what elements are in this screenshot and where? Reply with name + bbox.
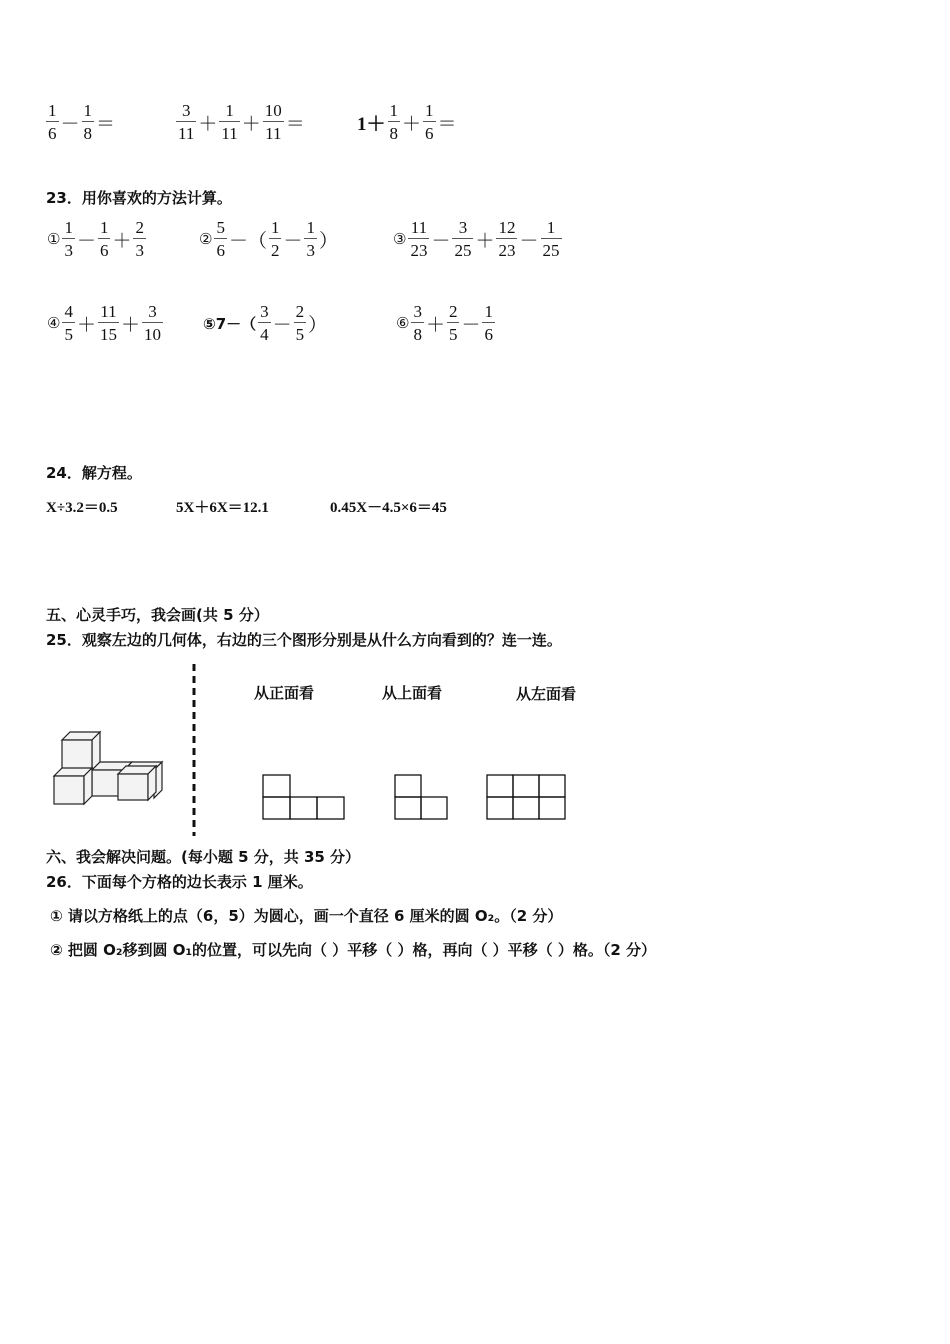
grid-cell — [513, 797, 539, 819]
q23-item-2: ② $\frac{5}{6}$ －（ $\frac{1}{2}$ － $\frac{1}{3}$ ） — [199, 218, 338, 260]
fraction: $\frac{1}{11}$ — [221, 101, 238, 143]
grid-cell — [263, 797, 290, 819]
cube-face — [62, 740, 92, 770]
q23-title: 23．用你喜欢的方法计算。 — [46, 189, 232, 207]
fraction: $\frac{11}{23}$ — [410, 218, 428, 260]
q26-prompt: 26．下面每个方格的边长表示 1 厘米。 — [46, 873, 313, 891]
q23-item-5: ⑤7－（ $\frac{3}{4}$ － $\frac{2}{5}$ ） — [203, 302, 328, 344]
fraction: $\frac{3}{4}$ — [260, 302, 269, 344]
fraction: $\frac{1}{6}$ — [484, 302, 493, 344]
grid-cell — [513, 775, 539, 797]
q26-part-1: ① 请以方格纸上的点（6，5）为圆心，画一个直径 6 厘米的圆 O₂。（2 分） — [50, 907, 563, 925]
view-shape-a — [262, 774, 346, 822]
fraction: $\frac{3}{8}$ — [413, 302, 422, 344]
grid-cell — [317, 797, 344, 819]
fraction: $\frac{10}{11}$ — [264, 101, 282, 143]
fraction: $\frac{1}{3}$ — [64, 218, 73, 260]
fraction: $\frac{1}{2}$ — [270, 218, 280, 260]
fraction: $\frac{2}{3}$ — [135, 218, 144, 260]
fraction: $\frac{4}{5}$ — [64, 302, 73, 344]
fraction: $\frac{1}{3}$ — [306, 218, 315, 260]
q23-item-3: ③ $\frac{11}{23}$ － $\frac{3}{25}$ ＋ $\frac{12}{23}$ － $\frac{1}{25}$ — [393, 218, 560, 260]
fraction: $\frac{3}{25}$ — [454, 218, 472, 260]
fraction: $\frac{1}{8}$ — [83, 101, 93, 143]
q24-title: 24．解方程。 — [46, 464, 142, 482]
equation-3: 0.45X－4.5×6＝45 — [330, 500, 447, 516]
fraction: $\frac{2}{5}$ — [448, 302, 458, 344]
cube-face — [118, 774, 148, 800]
fraction: $\frac{1}{6}$ — [48, 101, 57, 143]
label-top-view: 从上面看 — [382, 684, 443, 702]
grid-cell — [487, 797, 513, 819]
fraction: $\frac{3}{10}$ — [143, 302, 161, 344]
q22-expression-3: 1＋ $\frac{1}{8}$ ＋ $\frac{1}{6}$ ＝ — [357, 101, 457, 143]
view-shape-c — [486, 774, 568, 822]
q25-prompt: 25．观察左边的几何体，右边的三个图形分别是从什么方向看到的？连一连。 — [46, 631, 562, 649]
q26-part-2: ② 把圆 O₂移到圆 O₁的位置，可以先向（ ）平移（ ）格，再向（ ）平移（ ）格。（2 分） — [50, 941, 657, 959]
grid-cell — [263, 775, 290, 797]
fraction: $\frac{5}{6}$ — [216, 218, 225, 260]
label-front-view: 从正面看 — [254, 684, 315, 702]
label-left-view: 从左面看 — [516, 685, 577, 703]
grid-cell — [395, 797, 421, 819]
q23-item-6: ⑥ $\frac{3}{8}$ ＋ $\frac{2}{5}$ － $\frac{1}{6}$ — [396, 302, 493, 344]
fraction: $\frac{1}{6}$ — [425, 101, 434, 143]
grid-cell — [539, 775, 565, 797]
view-shape-b — [394, 774, 450, 822]
q23-item-1: ① $\frac{1}{3}$ － $\frac{1}{6}$ ＋ $\frac{2}{3}$ — [47, 218, 144, 260]
cube-face — [54, 776, 84, 804]
fraction: $\frac{1}{8}$ — [389, 101, 399, 143]
equation-2: 5X＋6X＝12.1 — [176, 500, 269, 516]
fraction: $\frac{1}{6}$ — [99, 218, 109, 260]
fraction: $\frac{3}{11}$ — [178, 101, 195, 143]
equation-1: X÷3.2＝0.5 — [46, 500, 118, 516]
fraction: $\frac{12}{23}$ — [498, 218, 516, 260]
fraction: $\frac{11}{15}$ — [99, 302, 117, 344]
grid-cell — [395, 775, 421, 797]
section-5-heading: 五、心灵手巧，我会画(共 5 分） — [46, 606, 269, 624]
grid-cell — [290, 797, 317, 819]
q23-item-4: ④ $\frac{4}{5}$ ＋ $\frac{11}{15}$ ＋ $\frac{3}{10}$ — [47, 302, 161, 344]
fraction: $\frac{1}{25}$ — [542, 218, 560, 260]
grid-cell — [421, 797, 447, 819]
section-6-heading: 六、我会解决问题。(每小题 5 分，共 35 分） — [46, 848, 361, 866]
q22-expression-1: $\frac{1}{6}$ － $\frac{1}{8}$ ＝ — [48, 101, 116, 143]
grid-cell — [487, 775, 513, 797]
grid-cell — [539, 797, 565, 819]
dashed-divider — [190, 664, 198, 836]
cube-solid-figure — [44, 728, 174, 808]
fraction: $\frac{2}{5}$ — [295, 302, 305, 344]
q22-expression-2: $\frac{3}{11}$ ＋ $\frac{1}{11}$ ＋ $\frac{10}{11}$ ＝ — [178, 101, 305, 143]
